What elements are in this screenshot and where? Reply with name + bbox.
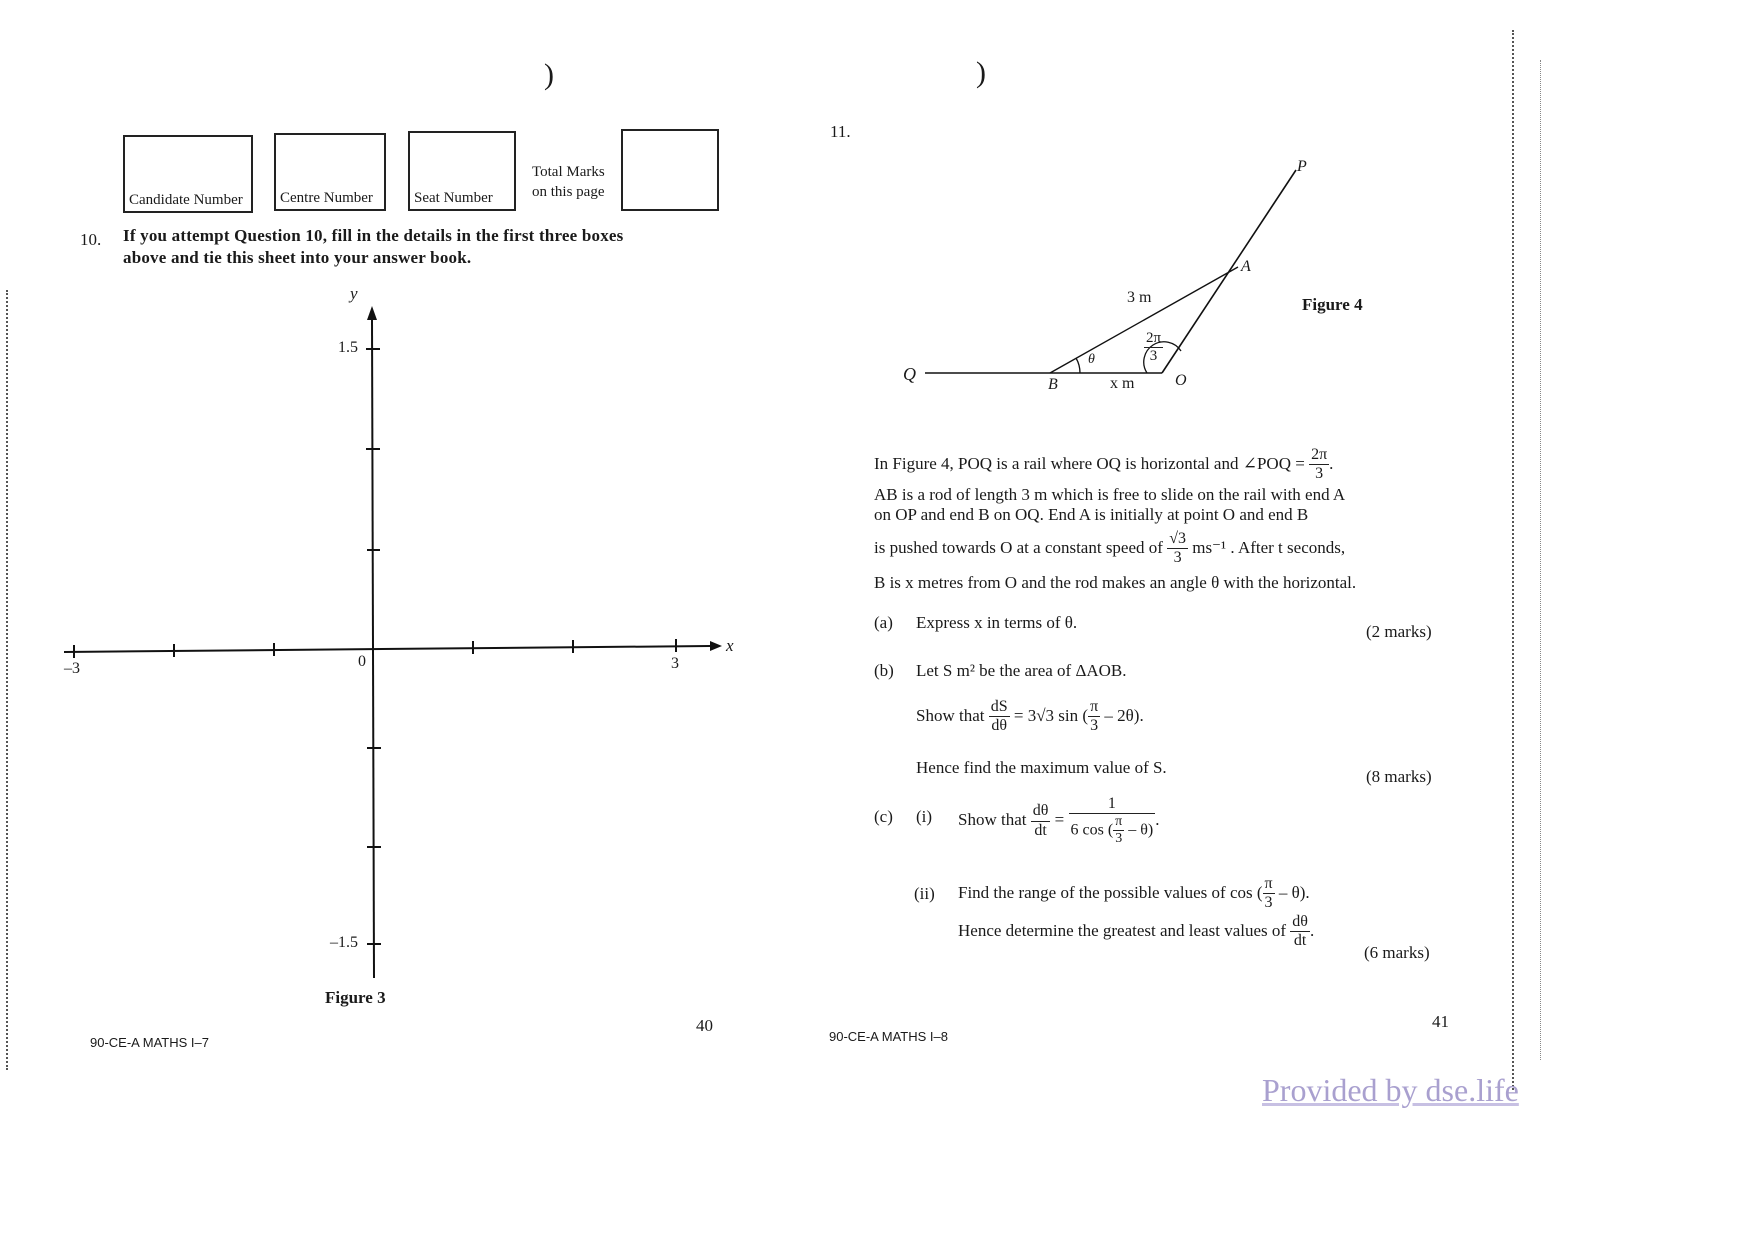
dt-den-2: dt bbox=[1293, 932, 1307, 950]
y-max-label: 1.5 bbox=[338, 339, 358, 356]
label-angle-2pi-over-3 bbox=[1144, 330, 1163, 366]
x-axis-label: x bbox=[726, 636, 734, 655]
part-c-i-label: (i) bbox=[916, 807, 933, 826]
part-b-text: Let S m² be the area of ΔAOB. bbox=[916, 661, 1127, 680]
part-c-label: (c) bbox=[874, 807, 893, 826]
dt-den: dt bbox=[1034, 821, 1047, 839]
q11-para1: In Figure 4, POQ is a rail where OQ is horizontal and ∠POQ = $\frac{2\pi}{3}$ . bbox=[874, 446, 1334, 483]
one-over-6cos-fraction bbox=[1069, 795, 1156, 848]
part-b-hence: Hence find the maximum value of S. bbox=[916, 758, 1167, 777]
total-marks-label-line2: on this page bbox=[532, 184, 605, 200]
inner-pi-den: 3 bbox=[1115, 831, 1123, 847]
one-num: 1 bbox=[1069, 795, 1156, 814]
part-c-ii-pre: Find the range of the possible values of cos ( bbox=[958, 882, 1263, 902]
cos-pi-num: π bbox=[1263, 875, 1275, 894]
top-mark-left: ) bbox=[544, 58, 554, 91]
part-c-i-show: Show that $\frac{d\theta}{dt}$ = 1 6 cos ( $\frac{\pi}{3}$ – θ) . bbox=[958, 795, 1160, 847]
label-A: A bbox=[1241, 258, 1251, 275]
left-page-number: 40 bbox=[696, 1016, 713, 1035]
part-c-ii-hence-text: Hence determine the greatest and least values of bbox=[958, 920, 1287, 940]
six-cos-den bbox=[1069, 814, 1156, 847]
seat-number-box[interactable] bbox=[408, 131, 516, 211]
part-b-show-that bbox=[916, 698, 1144, 736]
instruction-line1: If you attempt Question 10, fill in the details in the first three boxes bbox=[123, 226, 624, 245]
dtheta-num-2: dθ bbox=[1290, 913, 1310, 932]
q11-para1-text: In Figure 4, POQ is a rail where OQ is horizontal and ∠POQ = bbox=[874, 453, 1305, 473]
dS-num: dS bbox=[989, 698, 1010, 717]
q11-para2: AB is a rod of length 3 m which is free to slide on the rail with end A bbox=[874, 485, 1346, 504]
frac-num: 2π bbox=[1309, 446, 1329, 465]
y-axis bbox=[372, 320, 374, 978]
total-marks-label bbox=[532, 162, 605, 202]
q11-para4-post: ms⁻¹ . After t seconds, bbox=[1192, 537, 1346, 557]
candidate-number-label: Candidate Number bbox=[129, 192, 243, 208]
centre-number-label: Centre Number bbox=[280, 190, 373, 206]
question-11-number: 11. bbox=[830, 122, 851, 141]
part-a-text: Express x in terms of θ. bbox=[916, 613, 1078, 632]
q11-para4 bbox=[874, 530, 1345, 568]
figure-4-caption: Figure 4 bbox=[1302, 295, 1363, 314]
right-edge-scan-artifact bbox=[1512, 30, 1514, 1090]
cos-pi-over-3 bbox=[1263, 875, 1275, 913]
centre-number-box[interactable] bbox=[274, 133, 386, 211]
six-cos-pre: 6 cos ( bbox=[1070, 821, 1114, 839]
right-footer-code: 90-CE-A MATHS I–8 bbox=[829, 1029, 948, 1044]
dtheta-dt-fraction-2 bbox=[1290, 913, 1310, 951]
x-axis-arrow bbox=[710, 641, 722, 651]
candidate-number-box[interactable] bbox=[123, 135, 253, 213]
instruction-line2: above and tie this sheet into your answer book. bbox=[123, 248, 472, 267]
pi-num: π bbox=[1088, 698, 1100, 717]
part-a-label: (a) bbox=[874, 613, 893, 632]
part-c-marks: (6 marks) bbox=[1364, 943, 1430, 962]
total-marks-box[interactable] bbox=[621, 129, 719, 211]
angle-theta-arc bbox=[1076, 358, 1080, 373]
angle-den: 3 bbox=[1149, 348, 1158, 365]
y-axis-arrow bbox=[367, 306, 377, 320]
figure-4-diagram bbox=[900, 150, 1320, 400]
cos-pi-den: 3 bbox=[1264, 894, 1273, 912]
figure-3-caption: Figure 3 bbox=[325, 988, 386, 1007]
label-B: B bbox=[1048, 376, 1058, 393]
q11-para3: on OP and end B on OQ. End A is initially at point O and end B bbox=[874, 505, 1309, 524]
x-max-label: 3 bbox=[671, 655, 679, 672]
angle-POQ-fraction bbox=[1309, 446, 1329, 484]
seat-number-label: Seat Number bbox=[414, 190, 493, 206]
x-axis bbox=[64, 646, 710, 652]
speed-fraction bbox=[1167, 530, 1188, 568]
inner-pi-over-3 bbox=[1113, 814, 1124, 847]
six-cos-post: – θ) bbox=[1128, 821, 1154, 839]
origin-label: 0 bbox=[358, 653, 366, 670]
pi-den: 3 bbox=[1090, 717, 1099, 735]
part-b-rhs-post: – 2θ). bbox=[1104, 705, 1144, 725]
dtheta-dt-fraction bbox=[1031, 802, 1051, 840]
figure-3-axes[interactable] bbox=[50, 280, 750, 990]
speed-den: 3 bbox=[1173, 549, 1182, 567]
label-O: O bbox=[1175, 372, 1187, 389]
total-marks-label-line1: Total Marks bbox=[532, 164, 605, 180]
dS-dtheta-fraction bbox=[989, 698, 1010, 736]
dtheta-num: dθ bbox=[1031, 802, 1051, 821]
question-10-number: 10. bbox=[80, 230, 102, 249]
part-c-ii-label: (ii) bbox=[914, 884, 935, 903]
frac-den: 3 bbox=[1315, 465, 1324, 483]
part-c-ii-text bbox=[958, 875, 1310, 913]
label-P: P bbox=[1297, 158, 1307, 175]
part-c-ii-hence: Hence determine the greatest and least values of $\frac{d\theta}{dt}$ . bbox=[958, 913, 1315, 950]
part-c-ii-post: – θ). bbox=[1278, 882, 1310, 902]
label-theta: θ bbox=[1088, 352, 1095, 367]
q11-para4-pre: is pushed towards O at a constant speed of bbox=[874, 537, 1163, 557]
right-edge-scan-artifact-2 bbox=[1540, 60, 1541, 1060]
part-b-rhs-pre: = 3√3 sin ( bbox=[1013, 705, 1089, 725]
angle-num: 2π bbox=[1144, 330, 1163, 348]
inner-pi-num: π bbox=[1113, 814, 1124, 831]
part-a-marks: (2 marks) bbox=[1366, 622, 1432, 641]
part-c-i-show-label: Show that bbox=[958, 810, 1027, 830]
x-min-label: –3 bbox=[64, 660, 80, 677]
q11-para5: B is x metres from O and the rod makes an angle θ with the horizontal. bbox=[874, 573, 1357, 592]
label-rod-length: 3 m bbox=[1127, 289, 1152, 306]
pi-over-3-fraction bbox=[1088, 698, 1100, 736]
top-mark-right: ) bbox=[976, 56, 986, 89]
part-b-label: (b) bbox=[874, 661, 894, 680]
right-page-number: 41 bbox=[1432, 1012, 1449, 1031]
speed-num: √3 bbox=[1167, 530, 1188, 549]
label-Q: Q bbox=[903, 364, 916, 384]
y-axis-label: y bbox=[350, 284, 358, 303]
label-xm: x m bbox=[1110, 375, 1135, 392]
dS-den: dθ bbox=[991, 717, 1008, 735]
part-b-marks: (8 marks) bbox=[1366, 767, 1432, 786]
left-footer-code: 90-CE-A MATHS I–7 bbox=[90, 1035, 209, 1050]
left-edge-scan-artifact bbox=[6, 290, 8, 1070]
y-min-label: –1.5 bbox=[330, 934, 358, 951]
question-10-instruction bbox=[123, 225, 623, 269]
part-b-show-label: Show that bbox=[916, 705, 985, 725]
watermark: Provided by dse.life bbox=[1262, 1072, 1519, 1108]
